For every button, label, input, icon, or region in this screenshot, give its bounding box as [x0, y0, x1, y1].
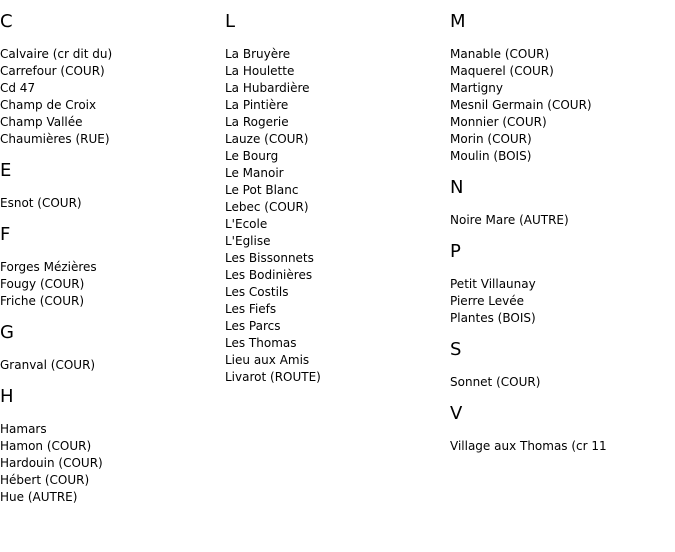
street-name: Calvaire (cr dit du): [0, 47, 113, 61]
street-list: [0, 357, 225, 374]
letter-group: [0, 322, 225, 374]
letter-group: [225, 11, 450, 386]
street-name: Le Pot Blanc: [225, 183, 299, 197]
street-name: Chaumières (RUE): [0, 132, 110, 146]
street-name: Hue (AUTRE): [0, 490, 78, 504]
letter-group: [0, 386, 225, 506]
street-name: Carrefour (COUR): [0, 64, 105, 78]
street-list: [450, 212, 675, 229]
street-list: [0, 421, 225, 506]
street-list: [0, 259, 225, 310]
letter-heading: L: [225, 11, 236, 32]
street-name: Fougy (COUR): [0, 277, 85, 291]
street-name: Maquerel (COUR): [450, 64, 554, 78]
letter-group: [0, 224, 225, 310]
street-name: Livarot (ROUTE): [225, 370, 321, 384]
letter-group: [450, 241, 675, 327]
street-name: Mesnil Germain (COUR): [450, 98, 592, 112]
street-name: Lieu aux Amis: [225, 353, 310, 367]
street-name: Martigny: [450, 81, 504, 95]
street-name: Monnier (COUR): [450, 115, 547, 129]
street-name: La Bruyère: [225, 47, 291, 61]
street-list: [450, 374, 675, 391]
letter-heading: V: [450, 403, 463, 424]
index-column: [225, 0, 450, 398]
letter-heading: G: [0, 322, 14, 343]
letter-heading: P: [450, 241, 461, 262]
letter-group: [450, 177, 675, 229]
street-list: [225, 46, 450, 386]
street-name: Champ Vallée: [0, 115, 83, 129]
street-name: Forges Mézières: [0, 260, 97, 274]
street-list: [450, 276, 675, 327]
street-name: Moulin (BOIS): [450, 149, 532, 163]
street-name: Le Manoir: [225, 166, 284, 180]
index-column: [450, 0, 675, 467]
street-name: Lauze (COUR): [225, 132, 309, 146]
street-list: [450, 438, 675, 455]
letter-heading: N: [450, 177, 464, 198]
street-name: Morin (COUR): [450, 132, 532, 146]
street-list: [450, 46, 675, 165]
street-name: Village aux Thomas (cr 11: [450, 439, 607, 453]
letter-heading: F: [0, 224, 11, 245]
letter-heading: S: [450, 339, 462, 360]
street-name: Granval (COUR): [0, 358, 96, 372]
street-name: Les Parcs: [225, 319, 281, 333]
letter-group: [450, 339, 675, 391]
street-name: Les Fiefs: [225, 302, 277, 316]
letter-group: [450, 11, 675, 165]
street-list: [0, 195, 225, 212]
street-name: Hamon (COUR): [0, 439, 92, 453]
letter-group: [450, 403, 675, 455]
letter-group: [0, 160, 225, 212]
street-name: Lebec (COUR): [225, 200, 309, 214]
letter-heading: E: [0, 160, 12, 181]
street-name: L'Ecole: [225, 217, 268, 231]
street-name: Sonnet (COUR): [450, 375, 541, 389]
street-name: Les Thomas: [225, 336, 297, 350]
street-name: Friche (COUR): [0, 294, 85, 308]
street-name: La Hubardière: [225, 81, 310, 95]
street-name: Pierre Levée: [450, 294, 525, 308]
street-name: Plantes (BOIS): [450, 311, 536, 325]
street-name: Noire Mare (AUTRE): [450, 213, 569, 227]
index-column: [0, 0, 225, 518]
street-name: Les Bissonnets: [225, 251, 314, 265]
street-name: Hardouin (COUR): [0, 456, 103, 470]
street-name: Manable (COUR): [450, 47, 550, 61]
street-name: Le Bourg: [225, 149, 279, 163]
street-name: L'Eglise: [225, 234, 271, 248]
letter-group: [0, 11, 225, 148]
letter-heading: H: [0, 386, 14, 407]
street-name: La Pintière: [225, 98, 289, 112]
street-name: Les Costils: [225, 285, 289, 299]
street-name: Hamars: [0, 422, 47, 436]
street-name: Hébert (COUR): [0, 473, 90, 487]
street-name: Petit Villaunay: [450, 277, 536, 291]
street-name: La Houlette: [225, 64, 295, 78]
street-name: Cd 47: [0, 81, 36, 95]
street-name: Esnot (COUR): [0, 196, 82, 210]
letter-heading: M: [450, 11, 466, 32]
street-name: La Rogerie: [225, 115, 289, 129]
street-name: Les Bodinières: [225, 268, 313, 282]
letter-heading: C: [0, 11, 13, 32]
street-list: [0, 46, 225, 148]
street-name: Champ de Croix: [0, 98, 97, 112]
